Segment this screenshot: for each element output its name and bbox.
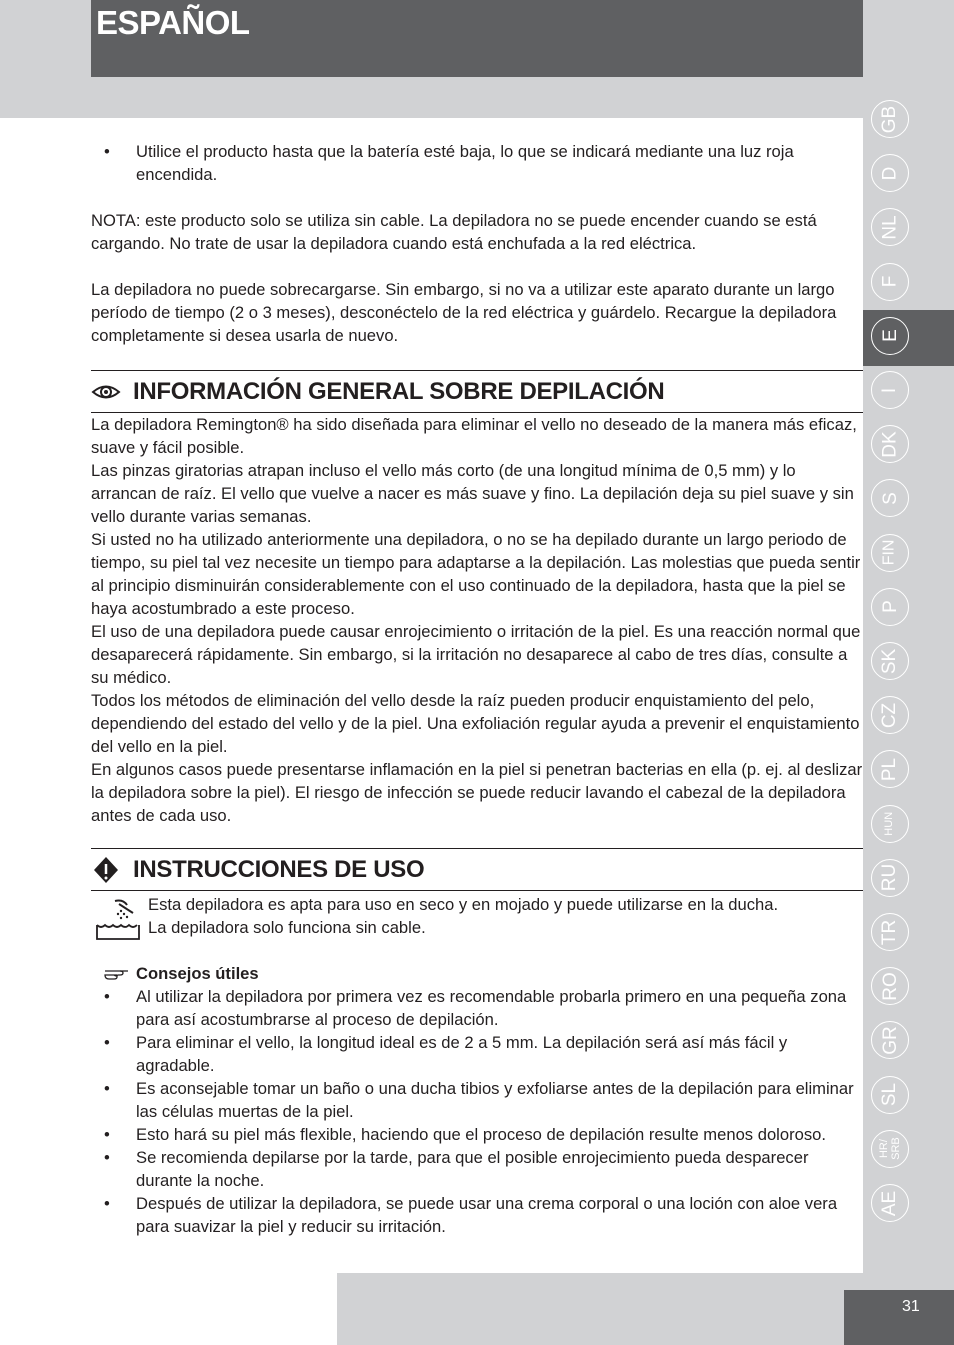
language-tab-label: I	[879, 387, 901, 393]
overcharge-text: La depiladora no puede sobrecargarse. Sin embargo, si no va a utilizar este aparato durante un largo período de tiempo (2 o 3 meses), desconéctelo de la red eléctrica y guárdelo. Recargue la depiladora completamente si desea usarla de nuevo.	[91, 280, 837, 345]
language-tab-pl[interactable]	[871, 750, 909, 788]
bullet-dot: •	[104, 1079, 110, 1098]
instructions-title: INSTRUCCIONES DE USO	[133, 856, 425, 883]
language-tab-p[interactable]	[871, 588, 909, 626]
language-tab-label: S	[879, 492, 901, 505]
bullet-dot: •	[104, 142, 110, 161]
general-info-body	[91, 413, 863, 827]
language-tab-label: RO	[879, 971, 901, 1001]
language-tab-cz[interactable]	[871, 696, 909, 734]
general-info-paragraph: Las pinzas giratorias atrapan incluso el vello más corto (de una longitud mínima de 0,5 mm) y lo arrancan de raíz. El vello que vuelve a nacer es más suave y fino. La depilación deja su piel suave y sin vello durante varias semanas.	[91, 461, 854, 526]
page-title: ESPAÑOL	[96, 4, 250, 41]
language-tab-label: GB	[879, 105, 901, 133]
general-info-paragraph: Si usted no ha utilizado anteriormente una depiladora, o no se ha depilado durante un largo periodo de tiempo, su piel tal vez necesite un tiempo para adaptarse a la depilación. Las molestias que pueda sentir al principio disminuirán considerablemente con el uso continuado de la depiladora, hasta que la piel se haya acostumbrado a este proceso.	[91, 530, 861, 618]
language-tab-label: HUN	[883, 811, 896, 836]
shower-line-2: La depiladora solo funciona sin cable.	[148, 918, 426, 937]
language-tab-ro[interactable]	[871, 967, 909, 1005]
language-tab-label: PL	[879, 757, 901, 782]
tip-text: Es aconsejable tomar un baño o una ducha tibios y exfoliarse antes de la depilación para eliminar las células muertas de la piel.	[136, 1079, 854, 1121]
language-tab-fin[interactable]	[871, 534, 909, 572]
general-info-paragraph: El uso de una depiladora puede causar enrojecimiento o irritación de la piel. Es una reacción normal que desaparecerá rápidamente. Sin embargo, si la irritación no desaparece al cabo de tres días, consulte a su médico.	[91, 622, 861, 687]
intro-bullet	[91, 140, 863, 186]
bottom-panel	[0, 1273, 337, 1345]
language-tab-ru[interactable]	[871, 859, 909, 897]
tip-item	[91, 1077, 863, 1123]
tips-heading	[91, 962, 863, 985]
bullet-dot: •	[104, 1148, 110, 1167]
general-info-heading	[91, 370, 863, 413]
tip-item	[91, 1031, 863, 1077]
language-tab-label: HR/ SRB	[877, 1137, 901, 1161]
bullet-dot: •	[104, 987, 110, 1006]
general-info-paragraph: Todos los métodos de eliminación del vello desde la raíz pueden producir enquistamiento del pelo, dependiendo del estado del vello y de la piel. Una exfoliación regular ayuda a prevenir el enquistamiento del vello en la piel.	[91, 691, 860, 756]
note-text: NOTA: este producto solo se utiliza sin cable. La depiladora no se puede encender cuando se está cargando. No trate de usar la depiladora cuando está enchufada a la red eléctrica.	[91, 211, 817, 253]
tip-item	[91, 1192, 863, 1238]
tip-text: Para eliminar el vello, la longitud ideal es de 2 a 5 mm. La depilación será así más fácil y agradable.	[136, 1033, 788, 1075]
shower-icon	[95, 895, 141, 941]
language-tab-label: AE	[879, 1190, 901, 1216]
general-info-title: INFORMACIÓN GENERAL SOBRE DEPILACIÓN	[133, 378, 665, 405]
tip-item	[91, 1146, 863, 1192]
general-info-paragraph: En algunos casos puede presentarse inflamación en la piel si penetran bacterias en ella (p. ej. al deslizar la depiladora sobre la piel). El riesgo de infección se puede reducir lavando el cabezal de la depiladora antes de cada uso.	[91, 760, 863, 825]
language-tab-nl[interactable]	[871, 208, 909, 246]
language-tab-e[interactable]	[871, 317, 909, 355]
language-tab-hrsrb[interactable]	[871, 1130, 909, 1168]
language-tab-i[interactable]	[871, 371, 909, 409]
language-tab-label: NL	[879, 215, 901, 240]
language-tab-label: DK	[879, 430, 901, 458]
language-tab-label: TR	[879, 919, 901, 945]
language-tab-label: RU	[879, 864, 901, 892]
language-tab-hun[interactable]	[871, 805, 909, 843]
shower-line-1: Esta depiladora es apta para uso en seco y en mojado y puede utilizarse en la ducha.	[148, 895, 779, 914]
language-tab-ae[interactable]	[871, 1184, 909, 1222]
intro-bullet-text: Utilice el producto hasta que la batería esté baja, lo que se indicará mediante una luz roja encendida.	[136, 142, 794, 184]
tip-item	[91, 1123, 863, 1146]
language-tab-sl[interactable]	[871, 1076, 909, 1114]
bullet-dot: •	[104, 1033, 110, 1052]
language-tab-s[interactable]	[871, 479, 909, 517]
tip-text: Al utilizar la depiladora por primera vez es recomendable probarla primero en una pequeña zona para así acostumbrarse al proceso de depilación.	[136, 987, 847, 1029]
instructions-heading	[91, 848, 863, 891]
shower-info	[91, 893, 863, 939]
language-tab-label: F	[879, 275, 901, 288]
language-tab-label: E	[879, 329, 901, 343]
language-tab-label: P	[879, 600, 901, 614]
header-bar	[91, 0, 863, 77]
tips-title: Consejos útiles	[136, 964, 259, 983]
general-info-paragraph: La depiladora Remington® ha sido diseñada para eliminar el vello no deseado de la manera más eficaz, suave y fácil posible.	[91, 415, 857, 457]
bullet-dot: •	[104, 1125, 110, 1144]
language-tab-label: SK	[879, 648, 901, 674]
language-tab-label: CZ	[879, 702, 901, 728]
tip-text: Se recomienda depilarse por la tarde, para que el posible enrojecimiento pueda desparecer durante la noche.	[136, 1148, 809, 1190]
language-tab-label: SL	[879, 1082, 901, 1107]
language-tab-f[interactable]	[871, 263, 909, 301]
language-tab-label: FIN	[880, 539, 898, 566]
eye-icon	[91, 377, 121, 407]
main-content	[91, 140, 863, 1238]
language-tab-tr[interactable]	[871, 913, 909, 951]
pointer-icon	[91, 855, 121, 885]
language-tab-gr[interactable]	[871, 1021, 909, 1059]
tips-list	[91, 985, 863, 1238]
language-tab-d[interactable]	[871, 154, 909, 192]
language-tab-label: GR	[879, 1026, 901, 1055]
language-tab-label: D	[879, 166, 901, 181]
bullet-dot: •	[104, 1194, 110, 1213]
tip-item	[91, 985, 863, 1031]
page-number-box	[844, 1290, 954, 1345]
tip-text: Esto hará su piel más flexible, haciendo que el proceso de depilación resulte menos doloroso.	[136, 1125, 826, 1144]
language-tab-gb[interactable]	[871, 100, 909, 138]
language-tab-sk[interactable]	[871, 642, 909, 680]
hand-pointer-icon	[104, 966, 130, 982]
tip-text: Después de utilizar la depiladora, se puede usar una crema corporal o una loción con aloe vera para suavizar la piel y reducir su irritación.	[136, 1194, 838, 1236]
language-tab-dk[interactable]	[871, 425, 909, 463]
language-tabs	[863, 95, 954, 1275]
page-number: 31	[902, 1298, 920, 1315]
